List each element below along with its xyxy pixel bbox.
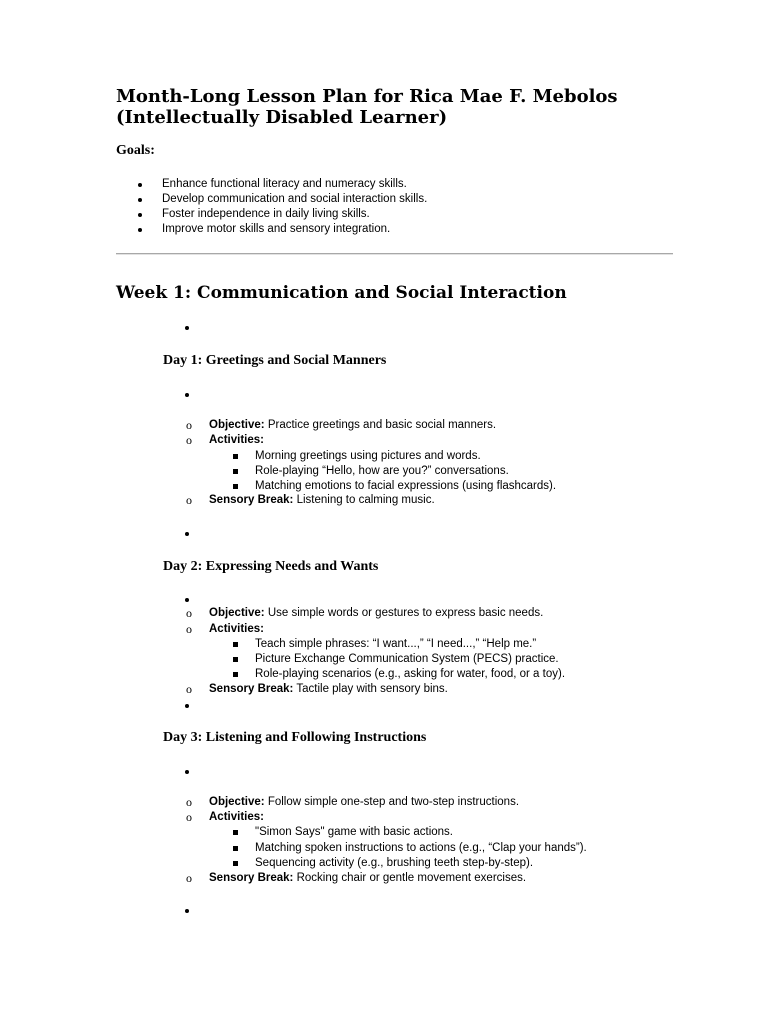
empty-bullet-icon — [185, 532, 189, 536]
sensory-label: Sensory Break: — [209, 494, 294, 506]
activity-item: Role-playing “Hello, how are you?” conversations. — [255, 465, 509, 477]
sensory-label: Sensory Break: — [209, 683, 294, 695]
circle-bullet-icon: o — [186, 810, 192, 824]
empty-bullet-icon — [185, 770, 189, 774]
day-3-heading: Day 3: Listening and Following Instructions — [163, 730, 427, 745]
objective-label: Objective: — [209, 607, 265, 619]
activity-item: Role-playing scenarios (e.g., asking for water, food, or a toy). — [255, 668, 566, 680]
empty-bullet-icon — [185, 598, 189, 602]
objective-text: Use simple words or gestures to express basic needs. — [267, 607, 544, 619]
horizontal-rule — [116, 253, 673, 255]
bullet-icon — [138, 213, 142, 217]
activity-item: Teach simple phrases: “I want...,” “I need...,” “Help me.” — [255, 638, 537, 650]
empty-bullet-icon — [185, 393, 189, 397]
activity-item: Picture Exchange Communication System (PECS) practice. — [255, 653, 559, 665]
square-bullet-icon — [233, 484, 238, 489]
goal-text: Improve motor skills and sensory integration. — [162, 223, 391, 235]
day-3-objective — [209, 795, 519, 810]
bullet-icon — [138, 183, 142, 187]
square-bullet-icon — [233, 672, 238, 677]
circle-bullet-icon: o — [186, 493, 192, 507]
sensory-text: Rocking chair or gentle movement exercises. — [296, 872, 527, 884]
circle-bullet-icon: o — [186, 433, 192, 447]
activities-label: Activities: — [209, 811, 264, 823]
bullet-icon — [138, 228, 142, 232]
square-bullet-icon — [233, 642, 238, 647]
square-bullet-icon — [233, 846, 238, 851]
activities-label: Activities: — [209, 434, 264, 446]
circle-bullet-icon: o — [186, 871, 192, 885]
goal-item — [138, 192, 427, 207]
activity-item: "Simon Says" game with basic actions. — [255, 826, 453, 838]
activities-label: Activities: — [209, 623, 264, 635]
square-bullet-icon — [233, 454, 238, 459]
day-1-objective — [209, 418, 496, 433]
circle-bullet-icon: o — [186, 418, 192, 432]
day-1-sensory-break — [209, 493, 435, 508]
day-2-sensory-break — [209, 682, 448, 697]
empty-bullet-icon — [185, 704, 189, 708]
circle-bullet-icon: o — [186, 682, 192, 696]
goal-item — [138, 222, 427, 237]
objective-text: Follow simple one-step and two-step instructions. — [267, 796, 520, 808]
goal-text: Develop communication and social interaction skills. — [162, 193, 428, 205]
goals-list — [138, 177, 427, 237]
goal-item — [138, 177, 427, 192]
objective-text: Practice greetings and basic social manners. — [267, 419, 497, 431]
square-bullet-icon — [233, 830, 238, 835]
goal-item — [138, 207, 427, 222]
circle-bullet-icon: o — [186, 622, 192, 636]
sensory-text: Listening to calming music. — [296, 494, 435, 506]
document-title: Month-Long Lesson Plan for Rica Mae F. Mebolos (Intellectually Disabled Learner) — [116, 86, 618, 128]
sensory-label: Sensory Break: — [209, 872, 294, 884]
activity-item: Sequencing activity (e.g., brushing teeth step-by-step). — [255, 857, 534, 869]
day-3-sensory-break — [209, 871, 526, 886]
empty-bullet-icon — [185, 326, 189, 330]
square-bullet-icon — [233, 469, 238, 474]
activity-item: Matching emotions to facial expressions (using flashcards). — [255, 480, 557, 492]
sensory-text: Tactile play with sensory bins. — [296, 683, 448, 695]
circle-bullet-icon: o — [186, 606, 192, 620]
day-2-heading: Day 2: Expressing Needs and Wants — [163, 559, 379, 574]
activity-item: Matching spoken instructions to actions (e.g., “Clap your hands”). — [255, 842, 587, 854]
goal-text: Foster independence in daily living skills. — [162, 208, 370, 220]
objective-label: Objective: — [209, 419, 265, 431]
circle-bullet-icon: o — [186, 795, 192, 809]
objective-label: Objective: — [209, 796, 265, 808]
day-1-heading: Day 1: Greetings and Social Manners — [163, 353, 387, 368]
week-1-heading: Week 1: Communication and Social Interaction — [116, 283, 567, 303]
activity-item: Morning greetings using pictures and words. — [255, 450, 481, 462]
bullet-icon — [138, 198, 142, 202]
empty-bullet-icon — [185, 909, 189, 913]
square-bullet-icon — [233, 657, 238, 662]
goal-text: Enhance functional literacy and numeracy skills. — [162, 178, 407, 190]
goals-heading: Goals: — [116, 143, 155, 158]
day-2-objective — [209, 606, 543, 621]
square-bullet-icon — [233, 861, 238, 866]
